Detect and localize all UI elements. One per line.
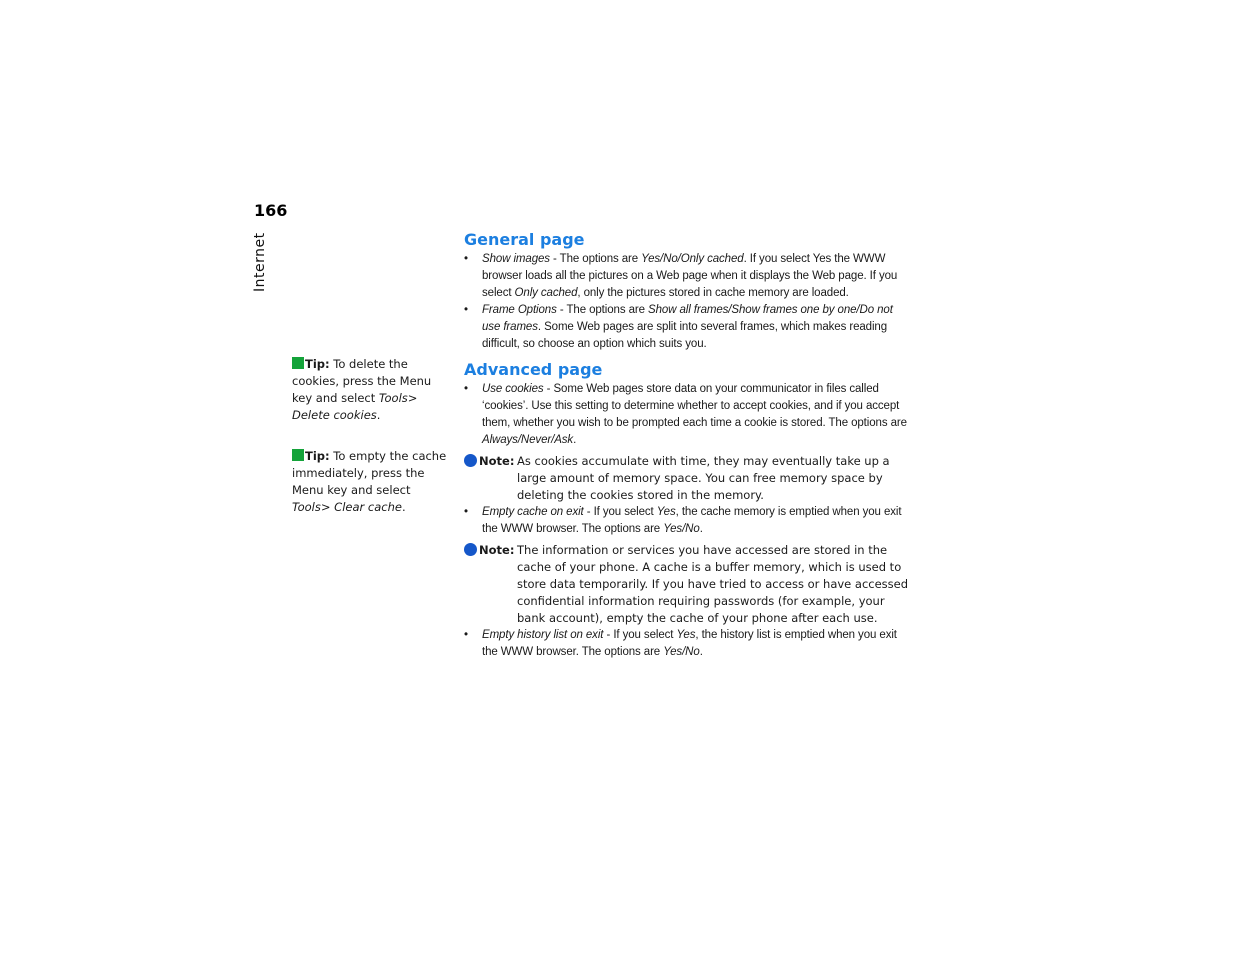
option-term: Empty history list on exit [482,629,604,641]
option-text: . If you select Yes the WWW browser loads all the pictures on a Web page when it displays the Web page. If you select [482,253,898,299]
page-number: 166 [254,201,288,220]
list-item-show-images [464,251,914,302]
bullet-mark: • [464,506,468,518]
note-head [464,542,514,559]
option-values: Yes/No [663,523,700,535]
bullet-mark: • [464,629,468,641]
option-term: Use cookies [482,383,544,395]
option-dash: - [556,304,567,316]
option-value: Only cached [514,287,578,299]
option-dash: - [603,629,614,641]
option-term: Frame Options [482,304,557,316]
tip-icon [292,449,304,461]
general-options-list [464,251,914,353]
bullet-mark: • [464,253,468,265]
tip-clear-cache [292,448,452,516]
note-text: The information or services you have accessed are stored in the cache of your phone. A cache is a buffer memory, which is used to store data temporarily. If you have tried to access or have accessed confidential information requiring passwords (for example, your bank account), empty the cache of your phone after each use. [517,543,909,625]
tip-label: Tip: [305,357,330,371]
tip-label: Tip: [305,449,330,463]
tip-menu-path: Tools [378,391,408,405]
option-end: . [699,523,703,535]
bullet-mark: • [464,304,468,316]
bullet-mark: • [464,383,468,395]
option-dash: - [583,506,594,518]
tip-separator: > [407,391,418,405]
list-item-empty-history [464,627,914,661]
note-label: Note: [479,543,515,557]
option-end: . [699,646,703,658]
option-term: Show images [482,253,550,265]
tip-icon [292,357,304,369]
option-text: , the cache memory is emptied when you exit the WWW browser. The options are [482,506,902,535]
option-values: Yes/No [663,646,700,658]
section-tab: Internet [252,232,268,292]
note-label: Note: [479,454,515,468]
option-end: . [573,434,577,446]
tip-menu-item: Delete cookies [292,408,377,422]
option-values: Show all frames/Show frames one by one/Do not use frames [482,304,893,333]
note-head [464,453,514,470]
option-text: . Some Web pages are split into several frames, which makes reading difficult, so choose an option which suits you. [482,321,888,350]
note-icon [464,543,477,556]
cache-options-list [464,504,914,538]
note-text: As cookies accumulate with time, they may eventually take up a large amount of memory space. You can free memory space by deleting the cookies stored in the memory. [517,454,890,502]
general-page-heading: General page [464,230,585,249]
option-text: , the history list is emptied when you exit the WWW browser. The options are [482,629,897,658]
option-term: Empty cache on exit [482,506,584,518]
note-icon [464,454,477,467]
option-values: Yes/No/Only cached [641,253,744,265]
option-value: Yes [656,506,676,518]
option-value: Yes [676,629,696,641]
tip-menu-item: Clear cache [334,500,402,514]
tip-menu-path: Tools [292,500,321,514]
list-item-empty-cache [464,504,914,538]
option-text: If you select [593,506,657,518]
tip-end: . [376,408,381,422]
option-text: If you select [613,629,677,641]
option-text: Some Web pages store data on your communicator in files called ‘cookies’. Use this setting to determine whether to accept cookies, and if you accept them, whether you wish to be prompted each time a cookie is stored. The options are [482,383,907,429]
option-values: Always/Never/Ask [482,434,574,446]
note-cache [464,542,914,627]
tip-text: To empty the cache immediately, press the Menu key and select [292,449,447,497]
tip-delete-cookies [292,356,452,424]
option-dash: - [543,383,554,395]
list-item-frame-options [464,302,914,353]
main-content [464,229,914,661]
list-item-use-cookies [464,381,914,449]
advanced-options-list [464,381,914,449]
tip-end: . [401,500,406,514]
option-dash: - [549,253,560,265]
note-cookies [464,453,914,504]
advanced-page-heading: Advanced page [464,360,603,379]
option-text: The options are [566,304,648,316]
tip-text: To delete the cookies, press the Menu key and select [292,357,432,405]
tip-separator: > [320,500,335,514]
option-text: The options are [559,253,642,265]
option-text: , only the pictures stored in cache memory are loaded. [577,287,849,299]
history-options-list [464,627,914,661]
